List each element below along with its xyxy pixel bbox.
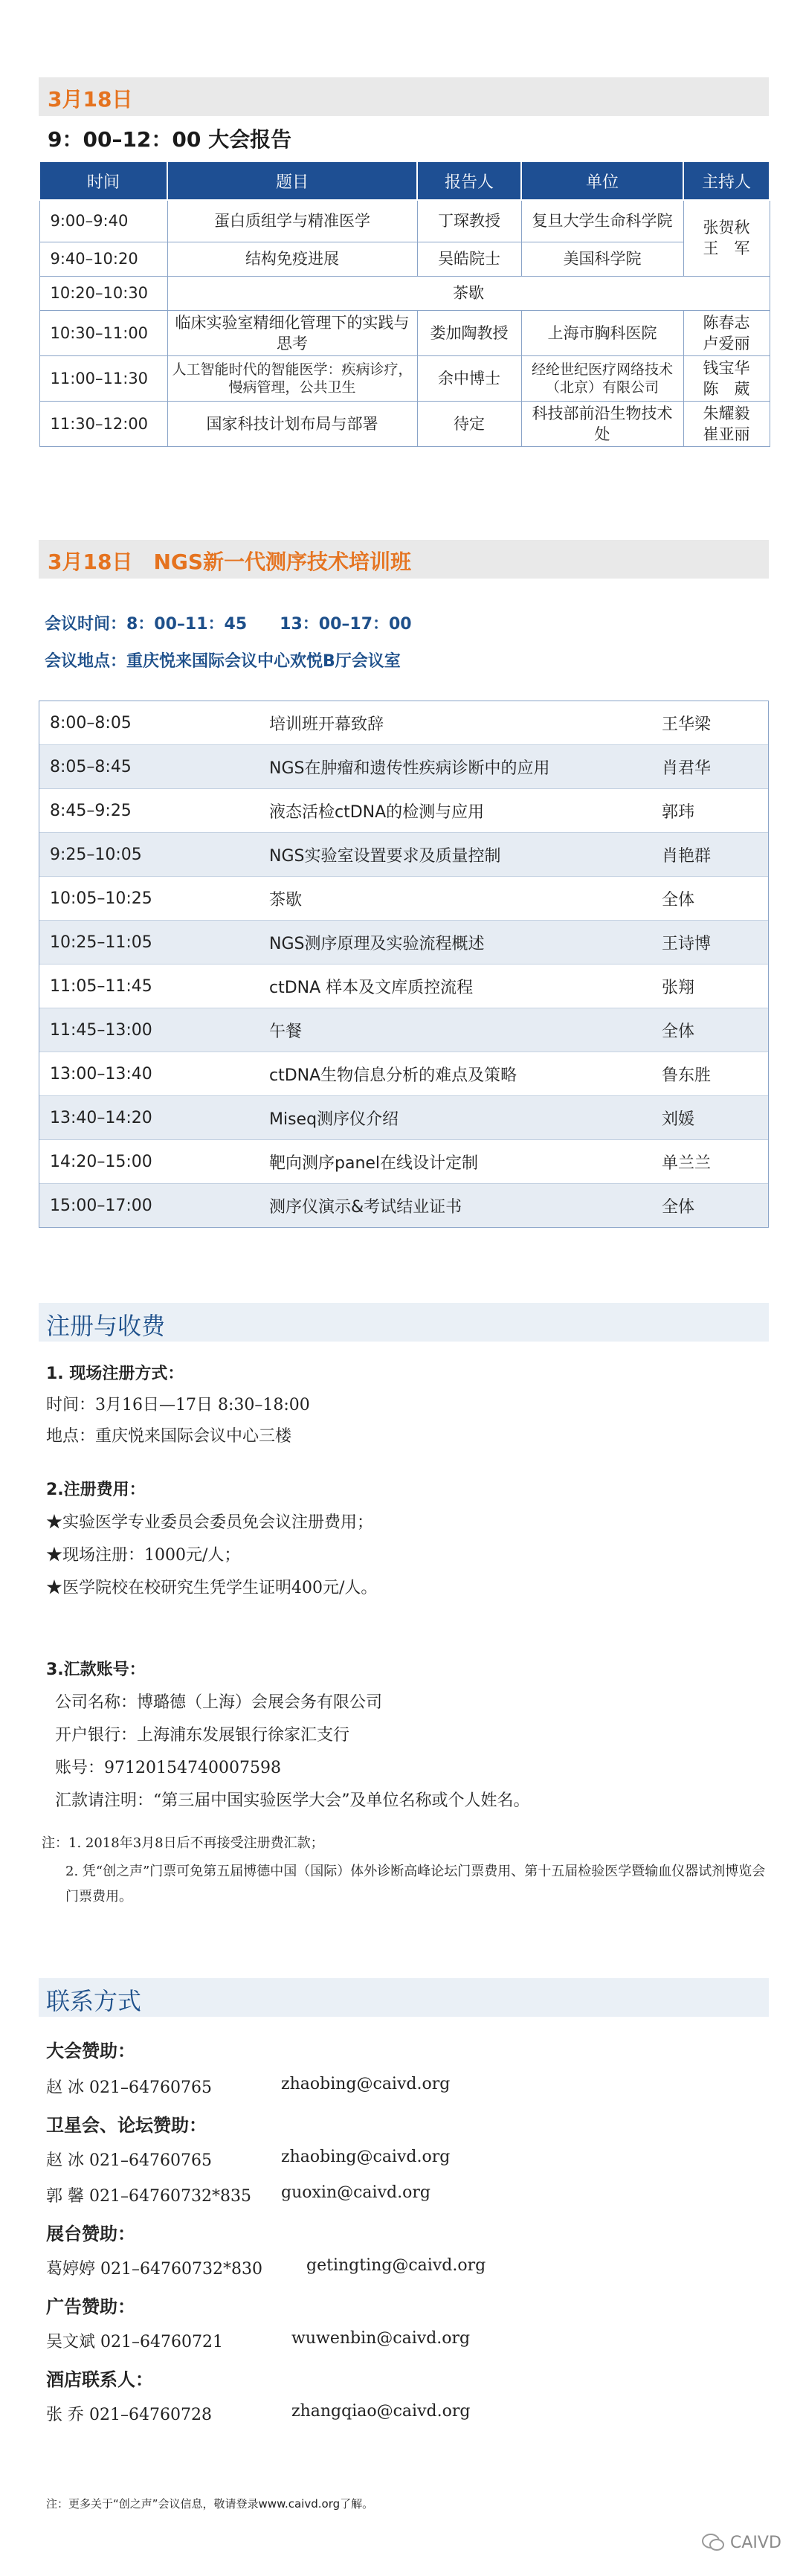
host-name: 张贺秋 [703, 219, 750, 237]
row-hosts [683, 310, 770, 355]
table-row [39, 310, 770, 355]
row-topic: 国家科技计划布局与部署 [167, 401, 417, 446]
row-time: 8:00–8:05 [50, 713, 132, 732]
row-time: 11:00–11:30 [39, 355, 167, 401]
row-hosts [683, 355, 770, 401]
row-hosts [683, 200, 770, 276]
row-speaker: 王诗博 [662, 934, 712, 953]
row-time: 13:00–13:40 [50, 1064, 152, 1083]
account-label: 3.汇款账号： [46, 1661, 146, 1679]
row-speaker: 余中博士 [417, 355, 521, 401]
row-speaker: 娄加陶教授 [417, 310, 521, 355]
contact-email: wuwenbin@caivd.org [291, 2329, 471, 2348]
host-name: 王 军 [703, 239, 750, 258]
contact-name-phone: 郭 馨 021–64760732*835 [46, 2187, 251, 2206]
table-row [39, 242, 770, 276]
row-topic: 临床实验室精细化管理下的实践与思考 [167, 310, 417, 355]
row-speaker: 鲁东胜 [662, 1066, 712, 1085]
row-topic: NGS在肿瘤和遗传性疾病诊断中的应用 [269, 759, 550, 778]
row-unit: 科技部前沿生物技术处 [521, 401, 683, 446]
row-time: 9:25–10:05 [50, 845, 142, 864]
contact-name-phone: 葛婷婷 021–64760732*830 [46, 2260, 262, 2279]
contact-name-phone: 吴文斌 021–64760721 [46, 2333, 223, 2351]
row-speaker: 肖艳群 [662, 846, 712, 866]
table-row [39, 276, 770, 310]
table-row [39, 1184, 768, 1227]
plenary-header-row [39, 161, 770, 200]
row-speaker: 张翔 [662, 978, 695, 997]
host-name: 卢爱丽 [703, 334, 750, 352]
row-break: 茶歇 [167, 276, 770, 310]
row-time: 10:20–10:30 [39, 276, 167, 310]
row-speaker: 刘媛 [662, 1110, 695, 1129]
plenary-session-title: 9：00–12：00 大会报告 [48, 127, 292, 152]
contact-group-label: 展台赞助： [46, 2224, 135, 2244]
row-topic: ctDNA 样本及文库质控流程 [269, 978, 474, 997]
contact-group-label: 大会赞助： [46, 2041, 135, 2061]
onsite-place: 地点：重庆悦来国际会议中心三楼 [46, 1427, 292, 1446]
row-topic: 靶向测序panel在线设计定制 [269, 1153, 479, 1173]
fee-item: ★医学院校在校研究生凭学生证明400元/人。 [46, 1579, 378, 1597]
contact-name-phone: 赵 冰 021–64760765 [46, 2151, 212, 2170]
header-topic: 题目 [167, 161, 417, 200]
row-hosts [683, 401, 770, 446]
row-time: 9:00–9:40 [39, 200, 167, 242]
contact-email: zhangqiao@caivd.org [291, 2402, 471, 2421]
note-1: 注：1. 2018年3月8日后不再接受注册费汇款； [42, 1835, 324, 1851]
plenary-date-bar [39, 77, 769, 116]
table-row [39, 921, 768, 965]
row-speaker: 单兰兰 [662, 1153, 712, 1173]
table-row [39, 200, 770, 242]
row-topic: 人工智能时代的智能医学：疾病诊疗，慢病管理，公共卫生 [167, 355, 417, 401]
row-speaker: 全体 [662, 1022, 695, 1041]
row-speaker: 王华梁 [662, 715, 712, 734]
onsite-label: 1. 现场注册方式： [46, 1365, 184, 1383]
table-row [39, 745, 768, 789]
company-name: 公司名称：博璐德（上海）会展会务有限公司 [55, 1693, 383, 1712]
host-name: 陈春志 [703, 313, 750, 332]
ngs-meeting-place: 会议地点：重庆悦来国际会议中心欢悦B厅会议室 [45, 652, 401, 671]
row-topic: 液态活检ctDNA的检测与应用 [269, 802, 485, 822]
contact-email: getingting@caivd.org [306, 2256, 486, 2275]
contact-title-bar [39, 1978, 769, 2017]
contact-group-label: 广告赞助： [46, 2296, 135, 2317]
table-row [39, 355, 770, 401]
row-topic: Miseq测序仪介绍 [269, 1110, 399, 1129]
table-row [39, 1140, 768, 1184]
header-unit: 单位 [521, 161, 683, 200]
watermark-text: CAIVD [730, 2533, 781, 2552]
row-time: 11:30–12:00 [39, 401, 167, 446]
row-speaker: 吴皓院士 [417, 242, 521, 276]
wechat-icon [702, 2533, 724, 2552]
header-speaker: 报告人 [417, 161, 521, 200]
ngs-schedule-table [39, 701, 769, 1228]
row-topic: 茶歇 [269, 890, 303, 909]
fee-item: ★实验医学专业委员会委员免会议注册费用； [46, 1513, 374, 1532]
table-row [39, 1008, 768, 1052]
registration-title: 注册与收费 [46, 1312, 166, 1340]
contact-name-phone: 张 乔 021–64760728 [46, 2406, 212, 2424]
row-speaker: 丁琛教授 [417, 200, 521, 242]
remittance-remark: 汇款请注明：“第三届中国实验医学大会”及单位名称或个人姓名。 [55, 1791, 530, 1810]
table-row [39, 789, 768, 833]
row-time: 10:05–10:25 [50, 889, 152, 908]
row-unit: 复旦大学生命科学院 [521, 200, 683, 242]
host-name: 朱耀毅 [703, 404, 750, 422]
row-unit: 上海市胸科医院 [521, 310, 683, 355]
row-time: 10:30–11:00 [39, 310, 167, 355]
row-topic: 午餐 [269, 1022, 303, 1041]
host-name: 崔亚丽 [703, 425, 750, 443]
row-time: 11:45–13:00 [50, 1020, 152, 1040]
contact-email: guoxin@caivd.org [281, 2183, 430, 2202]
row-topic: 结构免疫进展 [167, 242, 417, 276]
row-speaker: 肖君华 [662, 759, 712, 778]
plenary-date: 3月18日 [48, 87, 133, 112]
onsite-time: 时间：3月16日—17日 8:30–18:00 [46, 1396, 310, 1414]
row-topic: 培训班开幕致辞 [269, 715, 384, 734]
row-time: 9:40–10:20 [39, 242, 167, 276]
row-topic: 蛋白质组学与精准医学 [167, 200, 417, 242]
row-topic: ctDNA生物信息分析的难点及策略 [269, 1066, 517, 1085]
host-name: 陈 葳 [703, 379, 750, 398]
row-topic: NGS测序原理及实验流程概述 [269, 934, 485, 953]
note-2: 2. 凭“创之声”门票可免第五届博德中国（国际）体外诊断高峰论坛门票费用、第十五届检验医学暨输血仪器试剂博览会门票费用。 [65, 1864, 766, 1904]
contact-group-label: 卫星会、论坛赞助： [46, 2115, 207, 2136]
row-unit: 经纶世纪医疗网络技术（北京）有限公司 [521, 355, 683, 401]
row-time: 15:00–17:00 [50, 1196, 152, 1215]
fee-item: ★现场注册：1000元/人； [46, 1546, 241, 1565]
contact-email: zhaobing@caivd.org [281, 2148, 451, 2166]
table-row [39, 877, 768, 921]
row-speaker: 全体 [662, 890, 695, 909]
row-time: 11:05–11:45 [50, 976, 152, 996]
contact-footnote: 注：更多关于“创之声”会议信息，敬请登录www.caivd.org了解。 [46, 2497, 374, 2511]
row-speaker: 待定 [417, 401, 521, 446]
table-row [39, 833, 768, 877]
header-time: 时间 [39, 161, 167, 200]
row-time: 8:45–9:25 [50, 801, 132, 820]
fee-label: 2.注册费用： [46, 1481, 146, 1499]
row-speaker: 郭玮 [662, 802, 695, 822]
host-name: 钱宝华 [703, 358, 750, 377]
row-topic: NGS实验室设置要求及质量控制 [269, 846, 501, 866]
account-number: 账号：97120154740007598 [55, 1759, 281, 1777]
ngs-meeting-time: 会议时间：8：00–11：45 13：00–17：00 [45, 615, 412, 634]
row-unit: 美国科学院 [521, 242, 683, 276]
contact-title: 联系方式 [46, 1987, 142, 2015]
row-time: 14:20–15:00 [50, 1152, 152, 1171]
header-host: 主持人 [683, 161, 770, 200]
table-row [39, 1052, 768, 1096]
table-row [39, 965, 768, 1008]
row-topic: 测序仪演示&考试结业证书 [269, 1197, 462, 1217]
row-time: 13:40–14:20 [50, 1108, 152, 1127]
row-time: 8:05–8:45 [50, 757, 132, 776]
contact-group-label: 酒店联系人： [46, 2369, 153, 2390]
row-speaker: 全体 [662, 1197, 695, 1217]
table-row [39, 1096, 768, 1140]
contact-name-phone: 赵 冰 021–64760765 [46, 2078, 212, 2097]
table-row [39, 401, 770, 446]
bank-name: 开户银行：上海浦东发展银行徐家汇支行 [55, 1726, 350, 1745]
ngs-header: 3月18日 NGS新一代测序技术培训班 [48, 550, 412, 574]
plenary-table [39, 161, 770, 447]
caivd-watermark [702, 2533, 781, 2552]
row-time: 10:25–11:05 [50, 933, 152, 952]
contact-email: zhaobing@caivd.org [281, 2075, 451, 2093]
table-row [39, 701, 768, 745]
